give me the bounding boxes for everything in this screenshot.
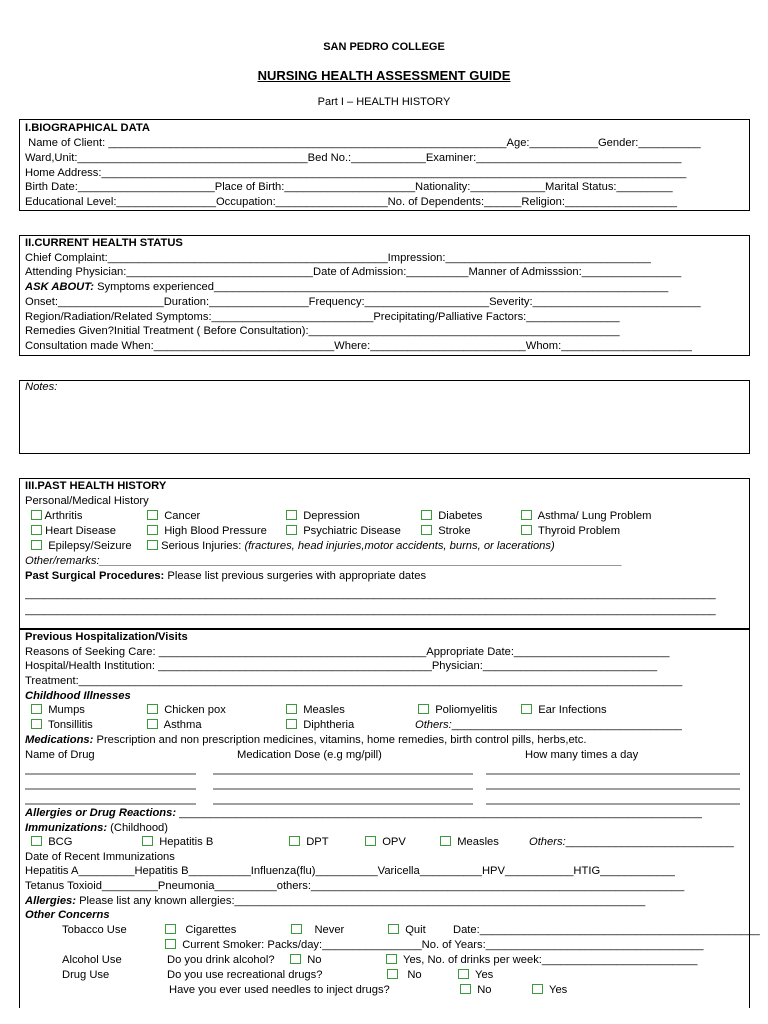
hospitalization-title: Previous Hospitalization/Visits — [25, 631, 188, 643]
label: Asthma/ Lung Problem — [537, 510, 652, 522]
tobacco-quit[interactable] — [388, 923, 426, 937]
other-remarks-field[interactable]: Other/remarks:____________________________________________________________________________________ — [25, 555, 623, 567]
current-smoker-field[interactable] — [165, 938, 704, 952]
checkbox[interactable] — [460, 984, 471, 994]
surgical-line[interactable]: _______________________________________________________________________________________________________________ — [25, 588, 716, 600]
label: Yes, No. of drinks per week:_________________________ — [403, 954, 698, 966]
treatment-field[interactable]: Treatment:_________________________________________________________________________________________________ — [25, 675, 683, 687]
drug-question: Do you use recreational drugs? — [167, 969, 323, 981]
ward-unit-field[interactable]: Ward,Unit:_____________________________________Bed No.:____________Examiner:_________________________________ — [25, 152, 682, 164]
checkbox[interactable] — [365, 836, 376, 846]
label: Serious Injuries: — [161, 540, 245, 552]
immun-hepatitis-b[interactable] — [142, 835, 213, 849]
attending-physician-field[interactable]: Attending Physician:______________________________Date of Admission:__________Manner of Admisssion:________________ — [25, 266, 682, 278]
quit-date-field[interactable]: Date:_____________________________________________ — [453, 924, 760, 936]
label: Allergies or Drug Reactions: — [25, 807, 177, 819]
label: Allergies: — [25, 895, 76, 907]
label: Thyroid Problem — [538, 525, 621, 537]
label: High Blood Pressure — [164, 525, 267, 537]
immun-dpt[interactable] — [289, 835, 329, 849]
checkbox[interactable] — [388, 924, 399, 934]
label: Measles — [457, 836, 499, 848]
label: OPV — [382, 836, 406, 848]
childhood-title: Childhood Illnesses — [25, 690, 131, 702]
tobacco-cigarettes[interactable] — [165, 923, 236, 937]
label: Epilepsy/Seizure — [48, 540, 132, 552]
checkbox[interactable] — [31, 836, 42, 846]
checkbox[interactable] — [532, 984, 543, 994]
alcohol-no[interactable] — [290, 953, 322, 967]
checkbox[interactable] — [291, 924, 302, 934]
educational-level-field[interactable]: Educational Level:________________Occupation:__________________No. of Dependents:______Religion:__________________ — [25, 196, 677, 208]
tobacco-use-label: Tobacco Use — [62, 924, 127, 936]
line: ___________________________ — [565, 836, 734, 848]
label: Hepatitis B — [159, 836, 214, 848]
label: Measles — [303, 704, 345, 716]
checkbox[interactable] — [386, 954, 397, 964]
remedies-field[interactable]: Remedies Given?Initial Treatment ( Before Consultation):__________________________________________________ — [25, 325, 620, 337]
label: Arthritis — [44, 510, 83, 522]
label: Immunizations: — [25, 822, 108, 834]
label: Depression — [303, 510, 360, 522]
label: No — [477, 984, 492, 996]
needles-no[interactable] — [460, 983, 492, 997]
label: Never — [314, 924, 345, 936]
label: Cancer — [164, 510, 201, 522]
name-of-client-field[interactable]: Name of Client: ________________________________________________________________Age:___________Gender:__________ — [25, 137, 701, 149]
label: Asthma — [163, 719, 202, 731]
guide-title: NURSING HEALTH ASSESSMENT GUIDE — [257, 68, 511, 83]
checkbox[interactable] — [165, 924, 176, 934]
label: Stroke — [438, 525, 471, 537]
checkbox[interactable] — [290, 954, 301, 964]
onset-field[interactable]: Onset:_________________Duration:________________Frequency:____________________Severity:___________________________ — [25, 296, 701, 308]
chief-complaint-field[interactable]: Chief Complaint:_____________________________________________Impression:_________________________________ — [25, 252, 651, 264]
alcohol-question: Do you drink alcohol? — [167, 954, 275, 966]
recent-immunizations-line2[interactable]: Tetanus Toxioid_________Pneumonia__________others:____________________________________________________________ — [25, 880, 685, 892]
part-title: Part I – HEALTH HISTORY — [317, 96, 451, 108]
drug-name-header: Name of Drug — [25, 749, 95, 761]
label: Yes — [549, 984, 568, 996]
line: ____________________________________________________________________________________ — [176, 807, 702, 819]
label: Others: — [529, 836, 566, 848]
known-allergies-field[interactable] — [25, 894, 743, 908]
label: Current Smoker: Packs/day:________________No. of Years:___________________________________ — [182, 939, 704, 951]
label: Psychiatric Disease — [303, 525, 401, 537]
allergies-drug-reactions-field[interactable] — [25, 806, 743, 820]
label: Quit — [405, 924, 426, 936]
section-title: I.BIOGRAPHICAL DATA — [25, 122, 150, 134]
drug-use-label: Drug Use — [62, 969, 110, 981]
dose-header: Medication Dose (e.g mg/pill) — [237, 749, 382, 761]
checkbox[interactable] — [458, 969, 469, 979]
instruction: Please list previous surgeries with appropriate dates — [164, 570, 427, 582]
label: Diphtheria — [303, 719, 355, 731]
label: DPT — [306, 836, 329, 848]
label: Medications: — [25, 734, 94, 746]
label: Mumps — [48, 704, 85, 716]
drug-no[interactable] — [387, 968, 422, 982]
notes-label: Notes: — [25, 381, 58, 393]
immun-bcg[interactable] — [31, 835, 72, 849]
note: (Childhood) — [107, 822, 168, 834]
checkbox[interactable] — [142, 836, 153, 846]
needles-question: Have you ever used needles to inject drugs? — [169, 984, 390, 996]
tobacco-never[interactable] — [291, 923, 344, 937]
reasons-field[interactable]: Reasons of Seeking Care: ___________________________________________Appropriate Date:_________________________ — [25, 646, 670, 658]
section-title: II.CURRENT HEALTH STATUS — [25, 237, 183, 249]
birth-date-field[interactable]: Birth Date:______________________Place of Birth:_____________________Nationality:____________Marital Status:_________ — [25, 181, 673, 193]
immunizations-label — [25, 821, 168, 835]
label: Poliomyelitis — [435, 704, 498, 716]
immun-measles[interactable] — [440, 835, 499, 849]
label: Tonsillitis — [48, 719, 93, 731]
label: Heart Disease — [45, 525, 116, 537]
instruction: Prescription and non prescription medicines, vitamins, home remedies, birth control pills, herbs,etc. — [93, 734, 587, 746]
college-name: SAN PEDRO COLLEGE — [323, 41, 445, 53]
checkbox[interactable] — [165, 939, 176, 949]
recent-immunizations-line1[interactable]: Hepatitis A_________Hepatitis B__________Influenza(flu)__________Varicella__________HPV___________HTIG____________ — [25, 865, 675, 877]
injuries-detail: (fractures, head injuries,motor accidents, burns, or lacerations) — [244, 540, 555, 552]
other-concerns-title: Other Concerns — [25, 909, 110, 921]
checkbox[interactable] — [440, 836, 451, 846]
home-address-field[interactable]: Home Address:______________________________________________________________________________________________ — [25, 167, 687, 179]
label: Yes — [475, 969, 494, 981]
personal-history-label: Personal/Medical History — [25, 495, 149, 507]
checkbox[interactable] — [289, 836, 300, 846]
region-field[interactable]: Region/Radiation/Related Symptoms:__________________________Precipitating/Palliative Factors:_______________ — [25, 311, 620, 323]
checkbox[interactable] — [387, 969, 398, 979]
label: BCG — [48, 836, 73, 848]
label: Cigarettes — [185, 924, 237, 936]
drug-yes[interactable] — [458, 968, 493, 982]
section-title: III.PAST HEALTH HISTORY — [25, 480, 167, 492]
recent-immunizations-label: Date of Recent Immunizations — [25, 851, 175, 863]
symptoms-line: Symptoms experienced_________________________________________________________________________ — [93, 281, 669, 293]
alcohol-use-label: Alcohol Use — [62, 954, 122, 966]
label: Chicken pox — [164, 704, 226, 716]
label: Ear Infections — [538, 704, 607, 716]
label: No — [307, 954, 322, 966]
line: _____________________________________ — [451, 719, 682, 731]
consultation-field[interactable]: Consultation made When:_____________________________Where:_________________________Whom:_____________________ — [25, 340, 692, 352]
label: Others: — [415, 719, 452, 731]
line: Please list any known allergies:__________________________________________________________________ — [75, 895, 646, 907]
needles-yes[interactable] — [532, 983, 567, 997]
label: Past Surgical Procedures: — [25, 570, 165, 582]
hospital-field[interactable]: Hospital/Health Institution: ____________________________________________Physician:____________________________ — [25, 660, 658, 672]
ask-about-label: ASK ABOUT: — [25, 281, 94, 293]
immun-others-field[interactable] — [529, 835, 734, 849]
surgical-line[interactable]: _______________________________________________________________________________________________________________ — [25, 604, 716, 616]
label: Diabetes — [438, 510, 483, 522]
alcohol-yes-drinks-field[interactable] — [386, 953, 697, 967]
label: No — [407, 969, 422, 981]
times-header: How many times a day — [525, 749, 639, 761]
immun-opv[interactable] — [365, 835, 406, 849]
